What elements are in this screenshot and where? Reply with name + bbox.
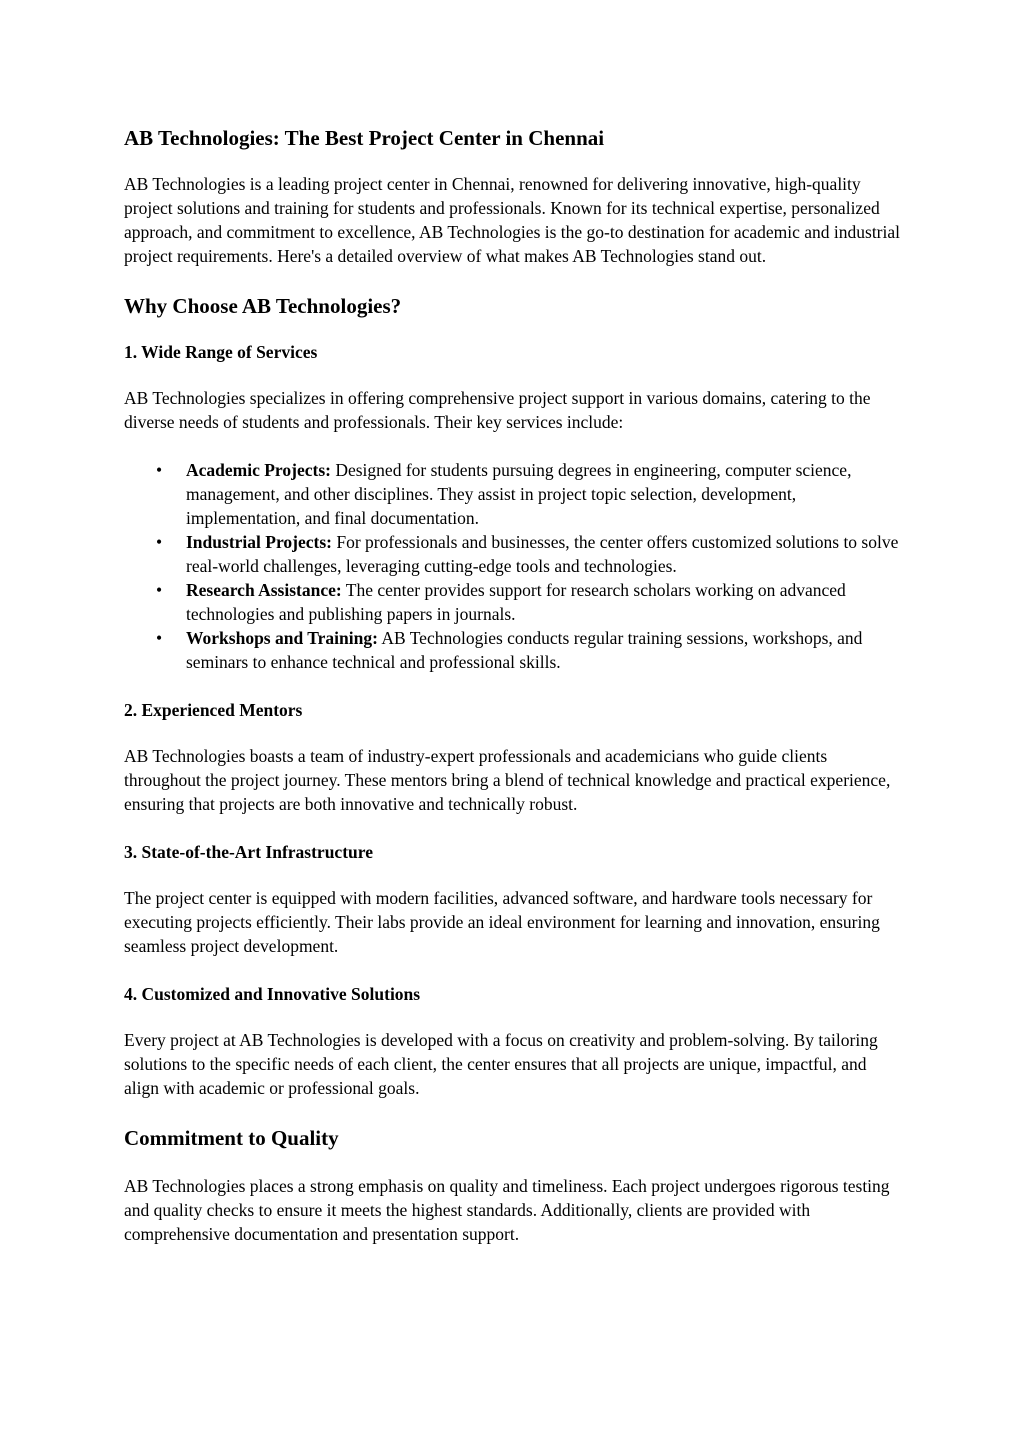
intro-paragraph: AB Technologies is a leading project center in Chennai, renowned for delivering innovative, high-quality project solutions and training for students and professionals. Known for its technical expertise, personalized approach, and commitment to excellence, AB Technologies is the go-to destination for academic and industrial project requirements. Here's a detailed overview of what makes AB Technologies stand out. xyxy=(124,174,900,266)
document-body xyxy=(124,124,904,1246)
services-list xyxy=(124,458,904,674)
list-item-term: Industrial Projects: xyxy=(186,532,332,552)
list-item xyxy=(124,458,904,530)
list-item-text: The center provides support for research scholars working on advanced technologies and publishing papers in journals. xyxy=(186,580,846,624)
services-heading: 1. Wide Range of Services xyxy=(124,342,318,362)
list-item-text: AB Technologies conducts regular training sessions, workshops, and seminars to enhance technical and professional skills. xyxy=(186,628,863,672)
list-item xyxy=(124,578,904,626)
list-item-term: Academic Projects: xyxy=(186,460,331,480)
bullet-icon: • xyxy=(156,460,163,480)
quality-heading: Commitment to Quality xyxy=(124,1126,339,1150)
infrastructure-heading: 3. State-of-the-Art Infrastructure xyxy=(124,842,373,862)
bullet-icon: • xyxy=(156,532,163,552)
list-item-text: For professionals and businesses, the center offers customized solutions to solve real-world challenges, leveraging cutting-edge tools and technologies. xyxy=(186,532,899,576)
solutions-heading: 4. Customized and Innovative Solutions xyxy=(124,984,421,1004)
solutions-paragraph: Every project at AB Technologies is developed with a focus on creativity and problem-solving. By tailoring solutions to the specific needs of each client, the center ensures that all projects are unique, impactful, and align with academic or professional goals. xyxy=(124,1030,878,1098)
list-item-term: Workshops and Training: xyxy=(186,628,378,648)
page-title: AB Technologies: The Best Project Center in Chennai xyxy=(124,126,605,150)
mentors-heading: 2. Experienced Mentors xyxy=(124,700,303,720)
list-item-term: Research Assistance: xyxy=(186,580,342,600)
infrastructure-paragraph: The project center is equipped with modern facilities, advanced software, and hardware tools necessary for executing projects efficiently. Their labs provide an ideal environment for learning and innovation, ensuring seamless project development. xyxy=(124,888,880,956)
list-item xyxy=(124,530,904,578)
bullet-icon: • xyxy=(156,580,163,600)
quality-paragraph: AB Technologies places a strong emphasis on quality and timeliness. Each project undergoes rigorous testing and quality checks to ensure it meets the highest standards. Additionally, clients are provided with comprehensive documentation and presentation support. xyxy=(124,1176,890,1244)
why-heading: Why Choose AB Technologies? xyxy=(124,294,402,318)
list-item-text: Designed for students pursuing degrees in engineering, computer science, management, and other disciplines. They assist in project topic selection, development, implementation, and final documentation. xyxy=(186,460,852,528)
services-paragraph: AB Technologies specializes in offering comprehensive project support in various domains, catering to the diverse needs of students and professionals. Their key services include: xyxy=(124,388,871,432)
mentors-paragraph: AB Technologies boasts a team of industry-expert professionals and academicians who guide clients throughout the project journey. These mentors bring a blend of technical knowledge and practical experience, ensuring that projects are both innovative and technically robust. xyxy=(124,746,891,814)
list-item xyxy=(124,626,904,674)
bullet-icon: • xyxy=(156,628,163,648)
